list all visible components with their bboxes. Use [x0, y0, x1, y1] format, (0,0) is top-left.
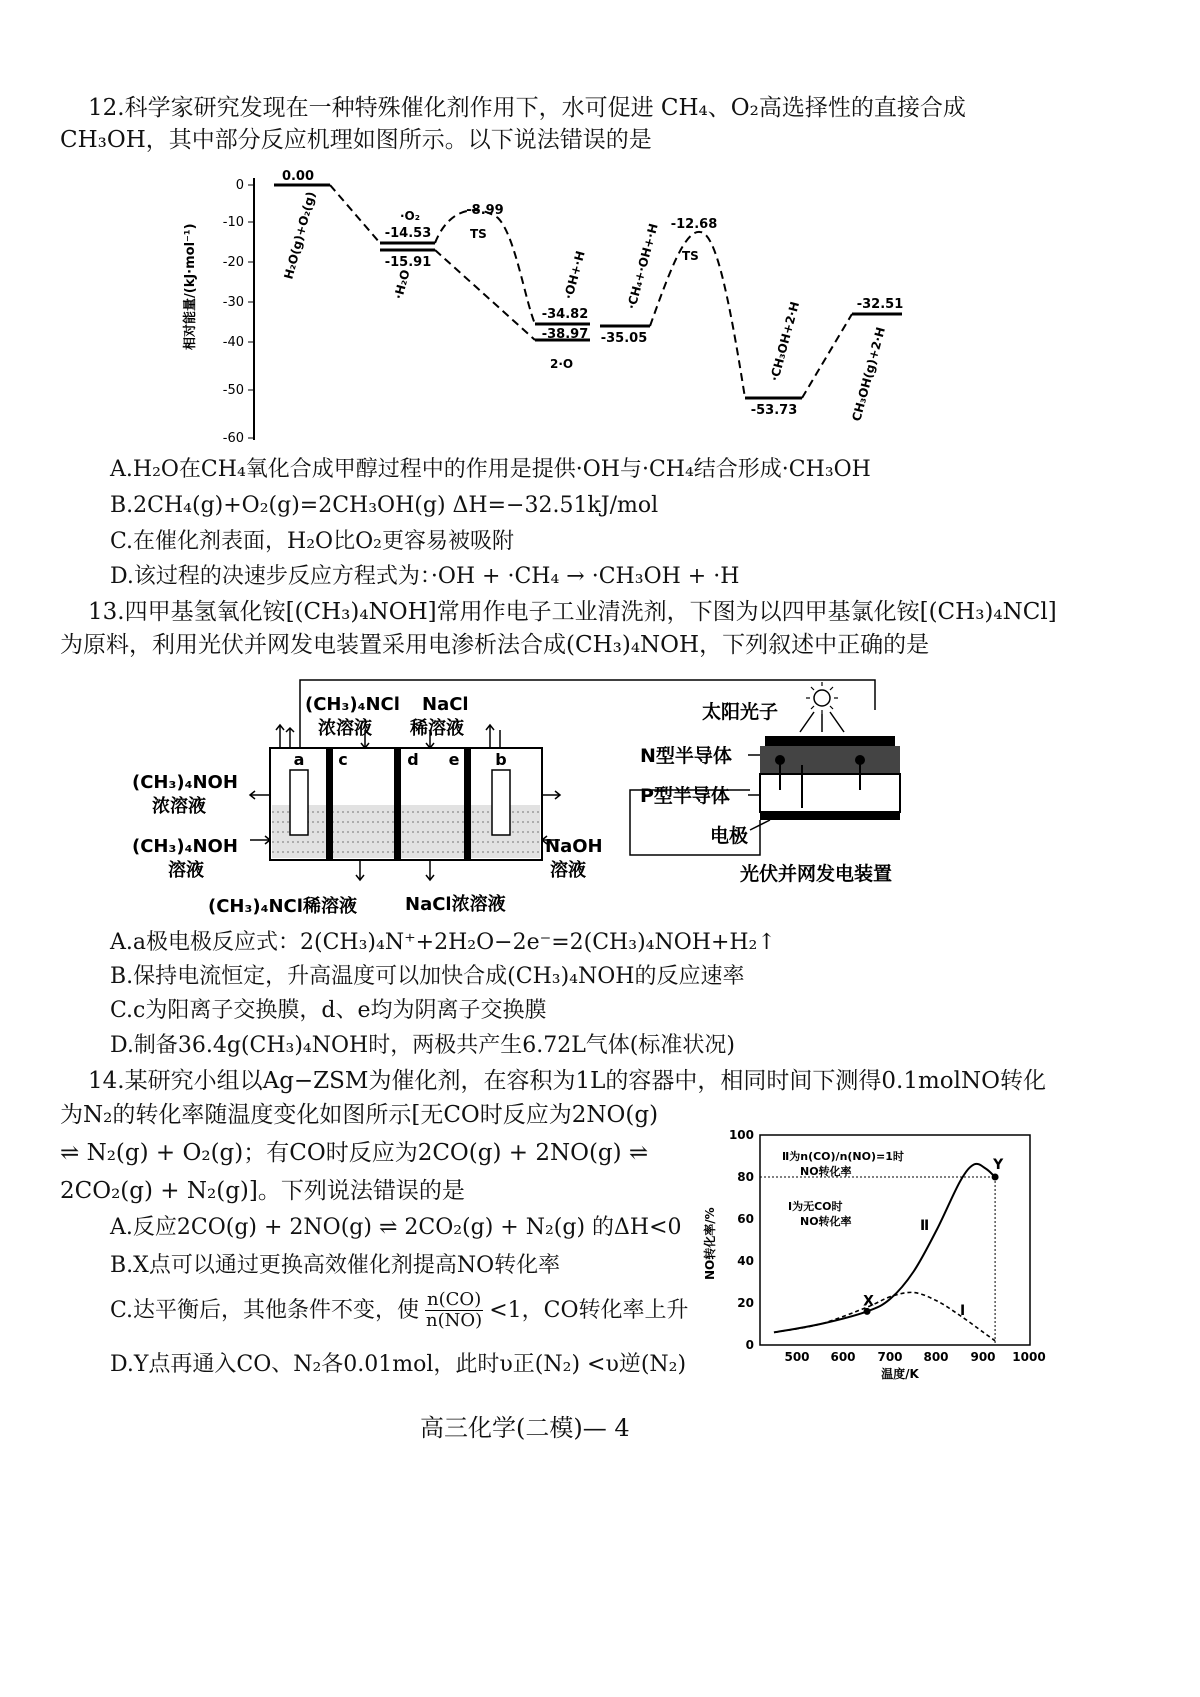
q13-label-d: d — [407, 750, 419, 769]
q12-species-h2o: ·H₂O — [391, 268, 413, 301]
q12-option-b: B.2CH₄(g)+O₂(g)=2CH₃OH(g) ΔH=−32.51kJ/mol — [110, 493, 659, 518]
q13-n-type: N型半导体 — [640, 745, 732, 767]
q12-species-oh-h: ·OH+·H — [561, 249, 588, 301]
q14-xtick: 500 — [784, 1350, 810, 1364]
q12-energy-label: -32.51 — [856, 297, 904, 312]
q12-energy-label: -35.05 — [600, 331, 648, 346]
q14-xlabel: 温度/K — [881, 1367, 919, 1381]
q13-electrode: 电极 — [710, 825, 749, 847]
q12-option-c: C.在催化剂表面，H₂O比O₂更容易被吸附 — [110, 529, 514, 554]
q12-energy-label: -14.53 — [384, 226, 432, 241]
q14-stem-line4: 2CO₂(g) + N₂(g)]。下列说法错误的是 — [60, 1178, 465, 1204]
q13-option-b: B.保持电流恒定，升高温度可以加快合成(CH₃)₄NOH的反应速率 — [110, 964, 745, 989]
q14-option-c — [110, 1290, 689, 1331]
q12-species-ch3oh-g: CH₃OH(g)+2·H — [849, 325, 888, 423]
q14-ytick: 60 — [737, 1212, 754, 1226]
q12-energy-diagram — [180, 160, 940, 460]
q14-conversion-chart — [700, 1115, 1060, 1385]
q13-option-d: D.制备36.4g(CH₃)₄NOH时，两极共产生6.72L气体(标准状况) — [110, 1033, 735, 1058]
q14-legend1: Ⅰ为无CO时 — [788, 1200, 843, 1213]
q12-option-d: D.该过程的决速步反应方程式为：·OH + ·CH₄ → ·CH₃OH + ·H — [110, 564, 740, 589]
q12-ytick: -60 — [222, 431, 244, 446]
q12-ylabel: 相对能量/(kJ·mol⁻¹) — [183, 223, 198, 350]
q12-species-start: H₂O(g)+O₂(g) — [281, 190, 319, 281]
q14-xtick: 1000 — [1012, 1350, 1046, 1364]
q12-species-2o: 2·O — [550, 357, 574, 371]
q13-label-e: e — [448, 750, 460, 769]
q13-option-a: A.a极电极反应式：2(CH₃)₄N⁺+2H₂O−2e⁻=2(CH₃)₄NOH+H₂↑ — [110, 930, 776, 955]
q13-device: 光伏并网发电装置 — [740, 863, 893, 885]
q13-left-out-1: (CH₃)₄NOH — [132, 772, 238, 793]
q13-p-type: P型半导体 — [640, 785, 730, 807]
q14-ytick: 0 — [745, 1338, 754, 1352]
q12-stem-line1: 12.科学家研究发现在一种特殊催化剂作用下，水可促进 CH₄、O₂高选择性的直接合成 — [88, 95, 966, 121]
q12-energy-label: -38.97 — [541, 327, 589, 342]
q14-ylabel: NO转化率/% — [703, 1207, 717, 1280]
q14-ytick: 100 — [728, 1128, 754, 1142]
q12-ytick: -40 — [222, 335, 244, 350]
q13-top-mid-2: 稀溶液 — [410, 718, 464, 739]
q14-option-d: D.Y点再通入CO、N₂各0.01mol，此时υ正(N₂) <υ逆(N₂) — [110, 1352, 687, 1377]
q12-energy-label: -15.91 — [384, 255, 432, 270]
q14-option-b: B.X点可以通过更换高效催化剂提高NO转化率 — [110, 1253, 561, 1278]
q13-right-in-2: 溶液 — [550, 860, 586, 881]
q14-xtick: 900 — [970, 1350, 996, 1364]
q13-left-in-2: 溶液 — [168, 860, 204, 881]
q14-point-x-label: X — [863, 1293, 874, 1310]
q12-species-ts1: TS — [470, 227, 487, 241]
q12-ytick: 0 — [235, 178, 244, 193]
q13-label-c: c — [338, 750, 348, 769]
q14-legend2b: NO转化率 — [800, 1165, 852, 1178]
q12-ytick: -50 — [222, 383, 244, 398]
q14-frac-num: n(CO) — [427, 1289, 482, 1310]
q13-top-mid-1: NaCl — [422, 694, 469, 715]
q12-species-ts2: TS — [682, 249, 699, 263]
q14-frac-den: n(NO) — [426, 1310, 483, 1331]
q13-label-a: a — [293, 750, 305, 769]
q13-option-c: C.c为阳离子交换膜，d、e均为阴离子交换膜 — [110, 998, 547, 1023]
q14-xtick: 600 — [830, 1350, 856, 1364]
q13-bottom-right: NaCl浓溶液 — [405, 894, 506, 915]
q13-stem-line1: 13.四甲基氢氧化铵[(CH₃)₄NOH]常用作电子工业清洗剂，下图为以四甲基氯化铵[(CH₃)₄NCl] — [88, 599, 1057, 625]
point-y-marker — [992, 1174, 999, 1181]
q12-energy-label: 0.00 — [281, 169, 315, 184]
q13-left-in-1: (CH₃)₄NOH — [132, 836, 238, 857]
q14-legend1b: NO转化率 — [800, 1215, 852, 1228]
q14-curve1-label: Ⅰ — [960, 1303, 966, 1319]
q12-energy-label: -8.99 — [466, 203, 504, 218]
q12-energy-label: -34.82 — [541, 307, 589, 322]
q14-xtick: 700 — [877, 1350, 903, 1364]
q14-stem-line1: 14.某研究小组以Ag−ZSM为催化剂，在容积为1L的容器中，相同时间下测得0.1molNO转化 — [88, 1068, 1046, 1094]
q12-ytick: -20 — [222, 255, 244, 270]
q14-ytick: 80 — [737, 1170, 754, 1184]
q14-stem-line3: ⇌ N₂(g) + O₂(g)；有CO时反应为2CO(g) + 2NO(g) ⇌ — [60, 1140, 649, 1166]
q12-species-ch4: ·CH₄+·OH+·H — [624, 221, 661, 311]
q14-point-y-label: Y — [993, 1157, 1004, 1173]
q12-stem-line2: CH₃OH，其中部分反应机理如图所示。以下说法错误的是 — [60, 127, 652, 153]
q13-top-left-2: 浓溶液 — [318, 718, 372, 739]
q12-ytick: -10 — [222, 215, 244, 230]
q12-species-ch3oh: ·CH₃OH+2·H — [767, 300, 803, 383]
q14-option-c-head: C.达平衡后，其他条件不变，使 — [110, 1297, 420, 1323]
page-footer: 高三化学(二模)— 4 — [420, 1414, 630, 1442]
q13-bottom-left: (CH₃)₄NCl稀溶液 — [208, 896, 357, 917]
q13-stem-line2: 为原料，利用光伏并网发电装置采用电渗析法合成(CH₃)₄NOH，下列叙述中正确的是 — [60, 632, 930, 658]
q14-option-c-fraction — [425, 1290, 483, 1331]
q14-curve2-label: Ⅱ — [920, 1218, 930, 1234]
q14-stem-line2: 为N₂的转化率随温度变化如图所示[无CO时反应为2NO(g) — [60, 1102, 659, 1128]
sun-icon — [814, 690, 830, 706]
q14-option-c-tail: <1，CO转化率上升 — [489, 1297, 689, 1323]
q14-ytick: 40 — [737, 1254, 754, 1268]
q14-option-a: A.反应2CO(g) + 2NO(g) ⇌ 2CO₂(g) + N₂(g) 的ΔH<0 — [110, 1215, 682, 1240]
q14-legend2: Ⅱ为n(CO)/n(NO)=1时 — [782, 1150, 904, 1163]
q13-right-in-1: NaOH — [545, 836, 603, 857]
q12-energy-label: -12.68 — [670, 217, 718, 232]
q12-ytick: -30 — [222, 295, 244, 310]
q12-species-o2: ·O₂ — [400, 209, 421, 223]
q13-sun-label: 太阳光子 — [702, 701, 779, 723]
q13-top-left-1: (CH₃)₄NCl — [305, 694, 400, 715]
q13-label-b: b — [495, 750, 507, 769]
q13-left-out-2: 浓溶液 — [152, 796, 206, 817]
q12-energy-label: -53.73 — [750, 403, 798, 418]
q13-electrodialysis-diagram — [130, 670, 1030, 930]
q14-ytick: 20 — [737, 1296, 754, 1310]
q14-xtick: 800 — [923, 1350, 949, 1364]
q12-option-a: A.H₂O在CH₄氧化合成甲醇过程中的作用是提供·OH与·CH₄结合形成·CH₃OH — [110, 457, 871, 482]
